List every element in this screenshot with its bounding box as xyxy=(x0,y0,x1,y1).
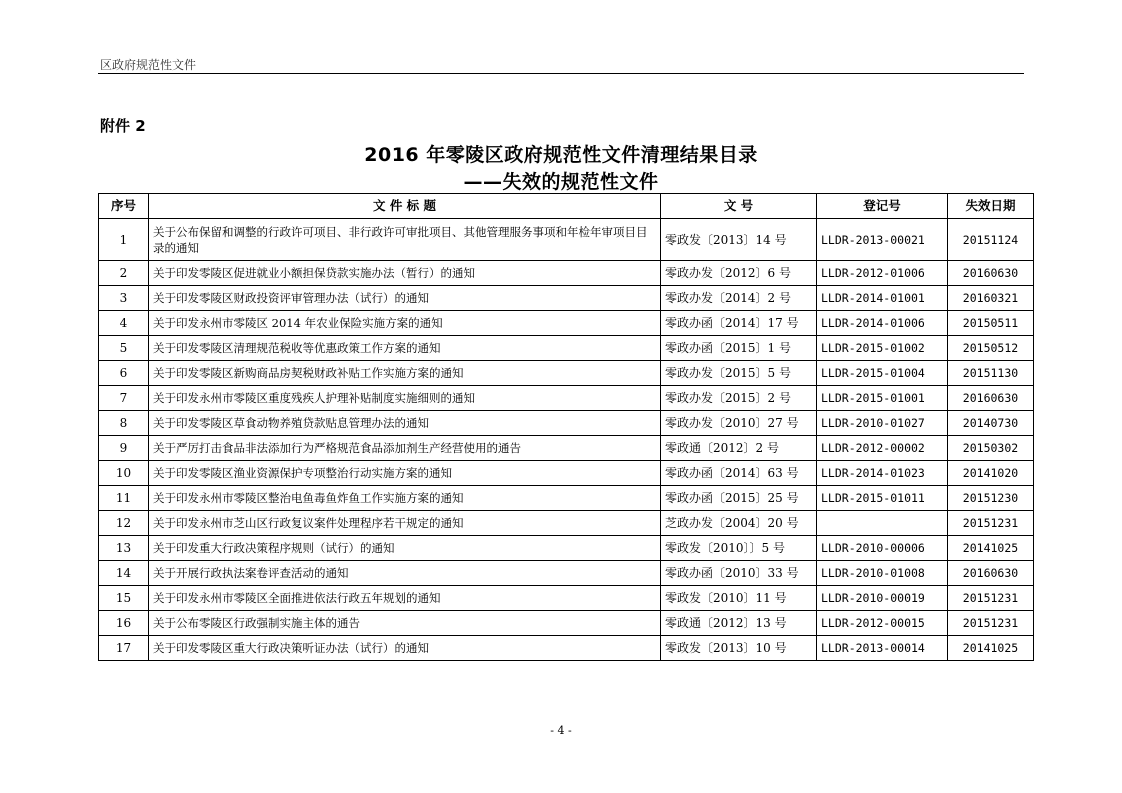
cell-expiry: 20160630 xyxy=(948,261,1034,286)
cell-reg-no: LLDR-2013-00021 xyxy=(817,219,948,261)
cell-doc-no: 零政发〔2010〕〕5 号 xyxy=(661,536,817,561)
cell-expiry: 20151231 xyxy=(948,511,1034,536)
cell-doc-no: 零政通〔2012〕13 号 xyxy=(661,611,817,636)
table-row xyxy=(99,586,1034,611)
cell-no: 3 xyxy=(99,286,149,311)
cell-reg-no: LLDR-2010-01027 xyxy=(817,411,948,436)
cell-no: 1 xyxy=(99,219,149,261)
cell-title: 关于印发零陵区清理规范税收等优惠政策工作方案的通知 xyxy=(149,336,661,361)
header-rule xyxy=(98,73,1024,74)
cell-expiry: 20160630 xyxy=(948,386,1034,411)
header-expiry: 失效日期 xyxy=(948,194,1034,219)
cell-no: 2 xyxy=(99,261,149,286)
cell-no: 4 xyxy=(99,311,149,336)
table-header-row xyxy=(99,194,1034,219)
cell-title: 关于印发永州市零陵区全面推进依法行政五年规划的通知 xyxy=(149,586,661,611)
cell-no: 11 xyxy=(99,486,149,511)
cell-reg-no: LLDR-2015-01004 xyxy=(817,361,948,386)
document-subtitle: ——失效的规范性文件 xyxy=(463,171,659,193)
cell-title: 关于印发永州市零陵区重度残疾人护理补贴制度实施细则的通知 xyxy=(149,386,661,411)
cell-reg-no: LLDR-2014-01001 xyxy=(817,286,948,311)
cell-no: 15 xyxy=(99,586,149,611)
cell-no: 12 xyxy=(99,511,149,536)
page-number: - 4 - xyxy=(550,724,572,737)
cell-reg-no: LLDR-2010-00019 xyxy=(817,586,948,611)
cell-reg-no: LLDR-2010-01008 xyxy=(817,561,948,586)
cell-title: 关于印发零陵区财政投资评审管理办法（试行）的通知 xyxy=(149,286,661,311)
cell-doc-no: 零政通〔2012〕2 号 xyxy=(661,436,817,461)
cell-expiry: 20151230 xyxy=(948,486,1034,511)
cell-no: 6 xyxy=(99,361,149,386)
cell-no: 9 xyxy=(99,436,149,461)
table-body xyxy=(99,219,1034,661)
cell-title: 关于印发零陵区促进就业小额担保贷款实施办法（暂行）的通知 xyxy=(149,261,661,286)
table-row xyxy=(99,286,1034,311)
cell-reg-no: LLDR-2010-00006 xyxy=(817,536,948,561)
cell-reg-no: LLDR-2012-00015 xyxy=(817,611,948,636)
cell-expiry: 20141025 xyxy=(948,536,1034,561)
table-row xyxy=(99,219,1034,261)
table-row xyxy=(99,561,1034,586)
cell-reg-no: LLDR-2015-01001 xyxy=(817,386,948,411)
cell-expiry: 20150302 xyxy=(948,436,1034,461)
cell-expiry: 20151124 xyxy=(948,219,1034,261)
cell-title: 关于公布零陵区行政强制实施主体的通告 xyxy=(149,611,661,636)
cell-reg-no: LLDR-2012-01006 xyxy=(817,261,948,286)
cell-reg-no: LLDR-2013-00014 xyxy=(817,636,948,661)
header-reg-no: 登记号 xyxy=(817,194,948,219)
cell-no: 8 xyxy=(99,411,149,436)
cell-expiry: 20160321 xyxy=(948,286,1034,311)
cell-title: 关于印发永州市零陵区 2014 年农业保险实施方案的通知 xyxy=(149,311,661,336)
table-row xyxy=(99,436,1034,461)
cell-no: 5 xyxy=(99,336,149,361)
cell-title: 关于印发永州市零陵区整治电鱼毒鱼炸鱼工作实施方案的通知 xyxy=(149,486,661,511)
cell-title: 关于印发重大行政决策程序规则（试行）的通知 xyxy=(149,536,661,561)
cell-expiry: 20151231 xyxy=(948,586,1034,611)
header-no: 序号 xyxy=(99,194,149,219)
table-row xyxy=(99,461,1034,486)
cell-title: 关于开展行政执法案卷评查活动的通知 xyxy=(149,561,661,586)
cell-title: 关于公布保留和调整的行政许可项目、非行政许可审批项目、其他管理服务事项和年检年审项目目录的通知 xyxy=(149,219,661,261)
table-row xyxy=(99,311,1034,336)
cell-doc-no: 零政办函〔2014〕17 号 xyxy=(661,311,817,336)
cell-reg-no: LLDR-2012-00002 xyxy=(817,436,948,461)
cell-no: 10 xyxy=(99,461,149,486)
header-title: 文 件 标 题 xyxy=(149,194,661,219)
cell-expiry: 20150512 xyxy=(948,336,1034,361)
cell-title: 关于印发永州市芝山区行政复议案件处理程序若干规定的通知 xyxy=(149,511,661,536)
cell-no: 16 xyxy=(99,611,149,636)
table-row xyxy=(99,411,1034,436)
cell-doc-no: 零政办函〔2010〕33 号 xyxy=(661,561,817,586)
cell-reg-no: LLDR-2014-01006 xyxy=(817,311,948,336)
cell-expiry: 20151231 xyxy=(948,611,1034,636)
cell-no: 7 xyxy=(99,386,149,411)
cell-doc-no: 芝政办发〔2004〕20 号 xyxy=(661,511,817,536)
table-row xyxy=(99,536,1034,561)
table-row xyxy=(99,636,1034,661)
table-row xyxy=(99,611,1034,636)
cell-expiry: 20141020 xyxy=(948,461,1034,486)
table-row xyxy=(99,336,1034,361)
cell-title: 关于印发零陵区草食动物养殖贷款贴息管理办法的通知 xyxy=(149,411,661,436)
cell-doc-no: 零政办发〔2014〕2 号 xyxy=(661,286,817,311)
table-row xyxy=(99,511,1034,536)
cell-reg-no: LLDR-2014-01023 xyxy=(817,461,948,486)
cell-doc-no: 零政办函〔2014〕63 号 xyxy=(661,461,817,486)
cell-title: 关于印发零陵区重大行政决策听证办法（试行）的通知 xyxy=(149,636,661,661)
cell-doc-no: 零政发〔2010〕11 号 xyxy=(661,586,817,611)
cell-doc-no: 零政办函〔2015〕1 号 xyxy=(661,336,817,361)
table-row xyxy=(99,386,1034,411)
table-row xyxy=(99,361,1034,386)
cell-reg-no: LLDR-2015-01002 xyxy=(817,336,948,361)
table-row xyxy=(99,486,1034,511)
cell-reg-no xyxy=(817,511,948,536)
cell-doc-no: 零政发〔2013〕10 号 xyxy=(661,636,817,661)
cell-expiry: 20141025 xyxy=(948,636,1034,661)
cell-title: 关于印发零陵区新购商品房契税财政补贴工作实施方案的通知 xyxy=(149,361,661,386)
table-row xyxy=(99,261,1034,286)
cell-expiry: 20150511 xyxy=(948,311,1034,336)
cell-title: 关于印发零陵区渔业资源保护专项整治行动实施方案的通知 xyxy=(149,461,661,486)
cell-no: 17 xyxy=(99,636,149,661)
cell-doc-no: 零政办发〔2010〕27 号 xyxy=(661,411,817,436)
cell-doc-no: 零政办函〔2015〕25 号 xyxy=(661,486,817,511)
cell-title: 关于严厉打击食品非法添加行为严格规范食品添加剂生产经营使用的通告 xyxy=(149,436,661,461)
cell-doc-no: 零政发〔2013〕14 号 xyxy=(661,219,817,261)
cell-expiry: 20151130 xyxy=(948,361,1034,386)
cell-doc-no: 零政办发〔2015〕2 号 xyxy=(661,386,817,411)
cell-expiry: 20160630 xyxy=(948,561,1034,586)
cell-doc-no: 零政办发〔2015〕5 号 xyxy=(661,361,817,386)
running-header: 区政府规范性文件 xyxy=(100,58,197,72)
cell-doc-no: 零政办发〔2012〕6 号 xyxy=(661,261,817,286)
attachment-label: 附件 2 xyxy=(100,117,146,135)
cell-expiry: 20140730 xyxy=(948,411,1034,436)
cell-no: 13 xyxy=(99,536,149,561)
cell-no: 14 xyxy=(99,561,149,586)
cell-reg-no: LLDR-2015-01011 xyxy=(817,486,948,511)
expired-documents-table xyxy=(98,193,1034,661)
header-doc-no: 文 号 xyxy=(661,194,817,219)
document-title: 2016 年零陵区政府规范性文件清理结果目录 xyxy=(364,144,758,166)
